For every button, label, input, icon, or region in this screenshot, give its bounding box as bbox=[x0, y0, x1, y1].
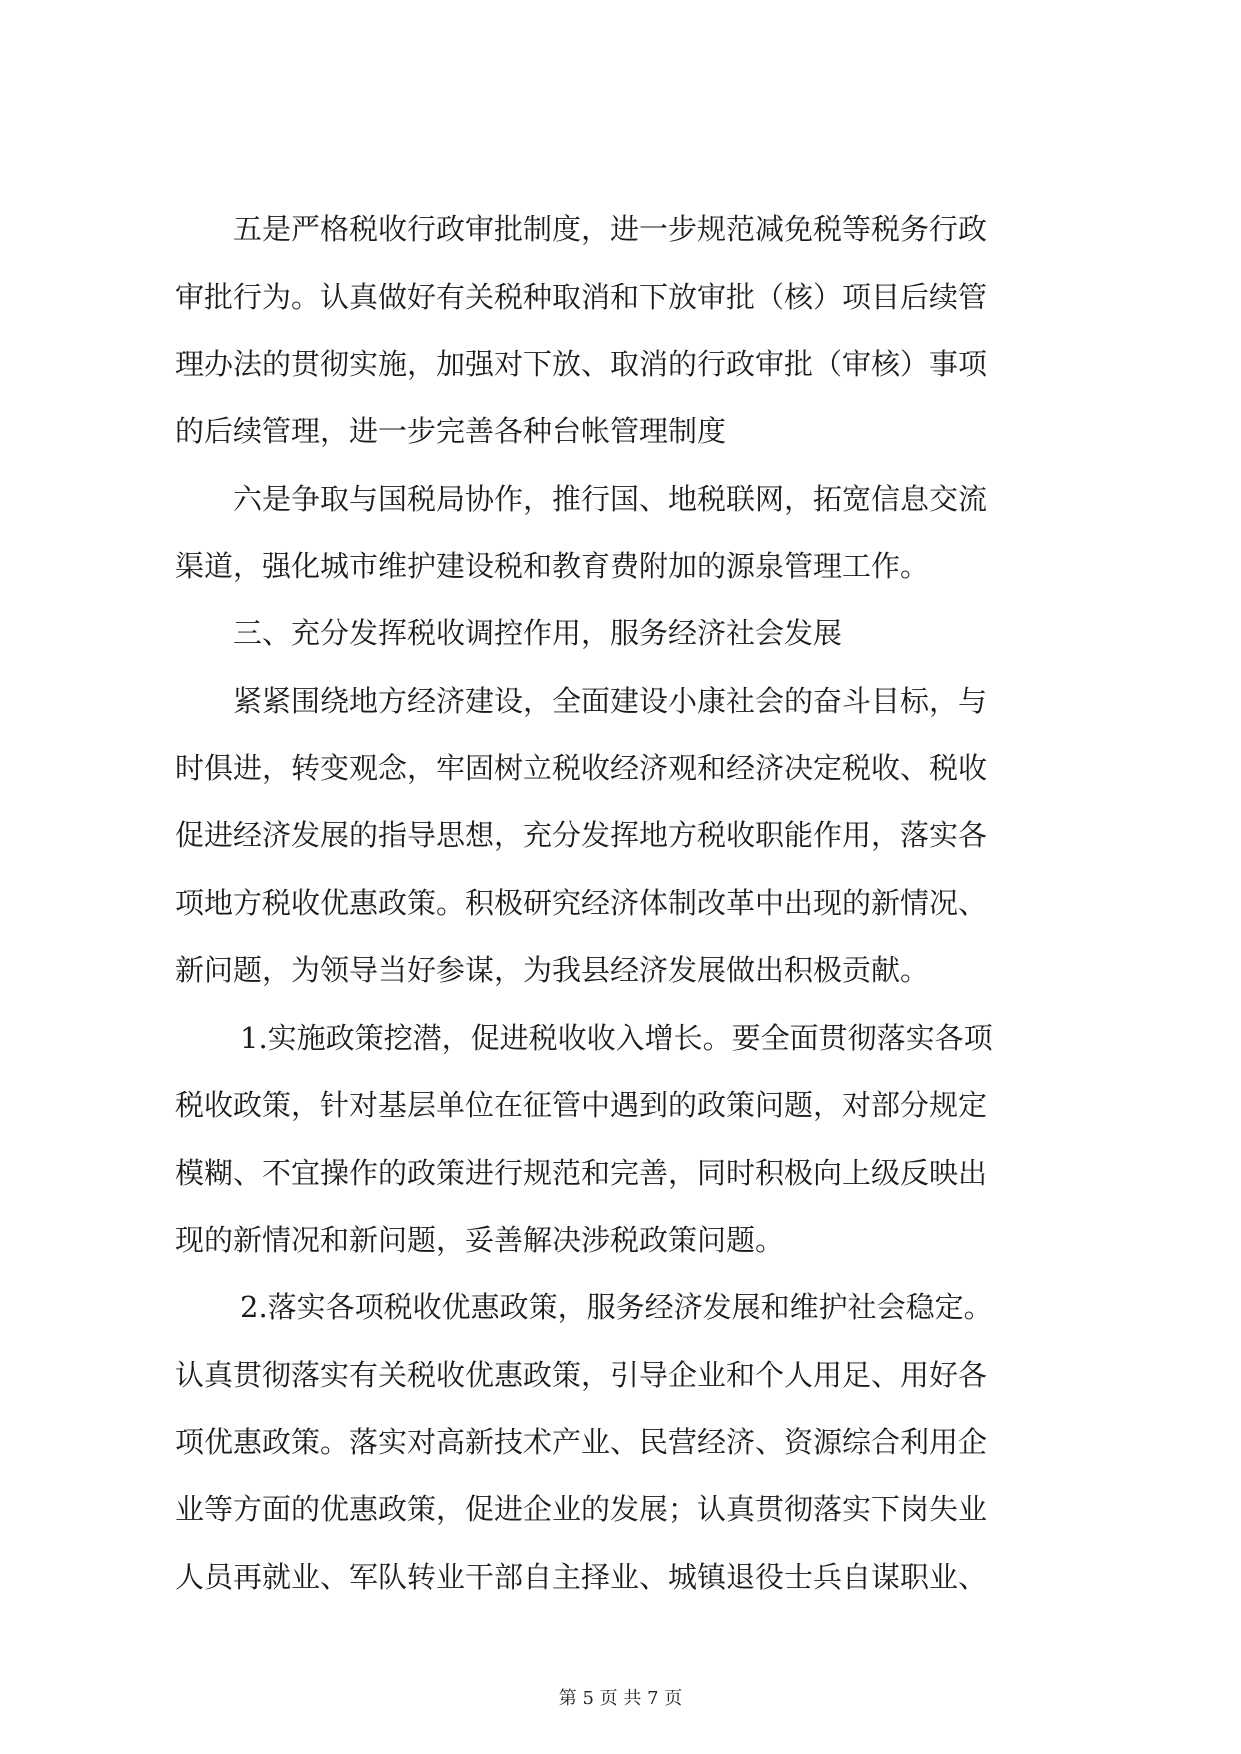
paragraph-line: 时俱进，转变观念，牢固树立税收经济观和经济决定税收、税收 bbox=[175, 751, 988, 785]
paragraph-line: 新问题，为领导当好参谋，为我县经济发展做出积极贡献。 bbox=[175, 953, 930, 987]
paragraph-line: 促进经济发展的指导思想，充分发挥地方税收职能作用，落实各 bbox=[175, 818, 988, 852]
paragraph-line: 项地方税收优惠政策。积极研究经济体制改革中出现的新情况、 bbox=[175, 886, 988, 920]
paragraph-line: 模糊、不宜操作的政策进行规范和完善，同时积极向上级反映出 bbox=[175, 1156, 988, 1190]
page-number-footer: 第 5 页 共 7 页 bbox=[558, 1688, 683, 1709]
paragraph-line: 2.落实各项税收优惠政策，服务经济发展和维护社会稳定。 bbox=[240, 1290, 993, 1324]
paragraph-line: 认真贯彻落实有关税收优惠政策，引导企业和个人用足、用好各 bbox=[175, 1358, 988, 1392]
paragraph-line: 1.实施政策挖潜，促进税收收入增长。要全面贯彻落实各项 bbox=[240, 1021, 993, 1055]
paragraph-line: 六是争取与国税局协作，推行国、地税联网，拓宽信息交流 bbox=[233, 482, 988, 516]
paragraph-line: 税收政策，针对基层单位在征管中遇到的政策问题，对部分规定 bbox=[175, 1088, 988, 1122]
paragraph-line: 项优惠政策。落实对高新技术产业、民营经济、资源综合利用企 bbox=[175, 1425, 988, 1459]
paragraph-line: 业等方面的优惠政策，促进企业的发展；认真贯彻落实下岗失业 bbox=[175, 1492, 988, 1526]
paragraph-line: 审批行为。认真做好有关税种取消和下放审批（核）项目后续管 bbox=[175, 280, 988, 314]
paragraph-line: 紧紧围绕地方经济建设，全面建设小康社会的奋斗目标，与 bbox=[233, 684, 988, 718]
section-heading: 三、充分发挥税收调控作用，服务经济社会发展 bbox=[233, 616, 843, 650]
paragraph-line: 人员再就业、军队转业干部自主择业、城镇退役士兵自谋职业、 bbox=[175, 1560, 988, 1594]
paragraph-line: 的后续管理，进一步完善各种台帐管理制度 bbox=[175, 414, 727, 448]
paragraph-line: 渠道，强化城市维护建设税和教育费附加的源泉管理工作。 bbox=[175, 549, 930, 583]
paragraph-line: 现的新情况和新问题，妥善解决涉税政策问题。 bbox=[175, 1223, 785, 1257]
paragraph-line: 理办法的贯彻实施，加强对下放、取消的行政审批（审核）事项 bbox=[175, 347, 988, 381]
paragraph-line: 五是严格税收行政审批制度，进一步规范减免税等税务行政 bbox=[233, 212, 988, 246]
